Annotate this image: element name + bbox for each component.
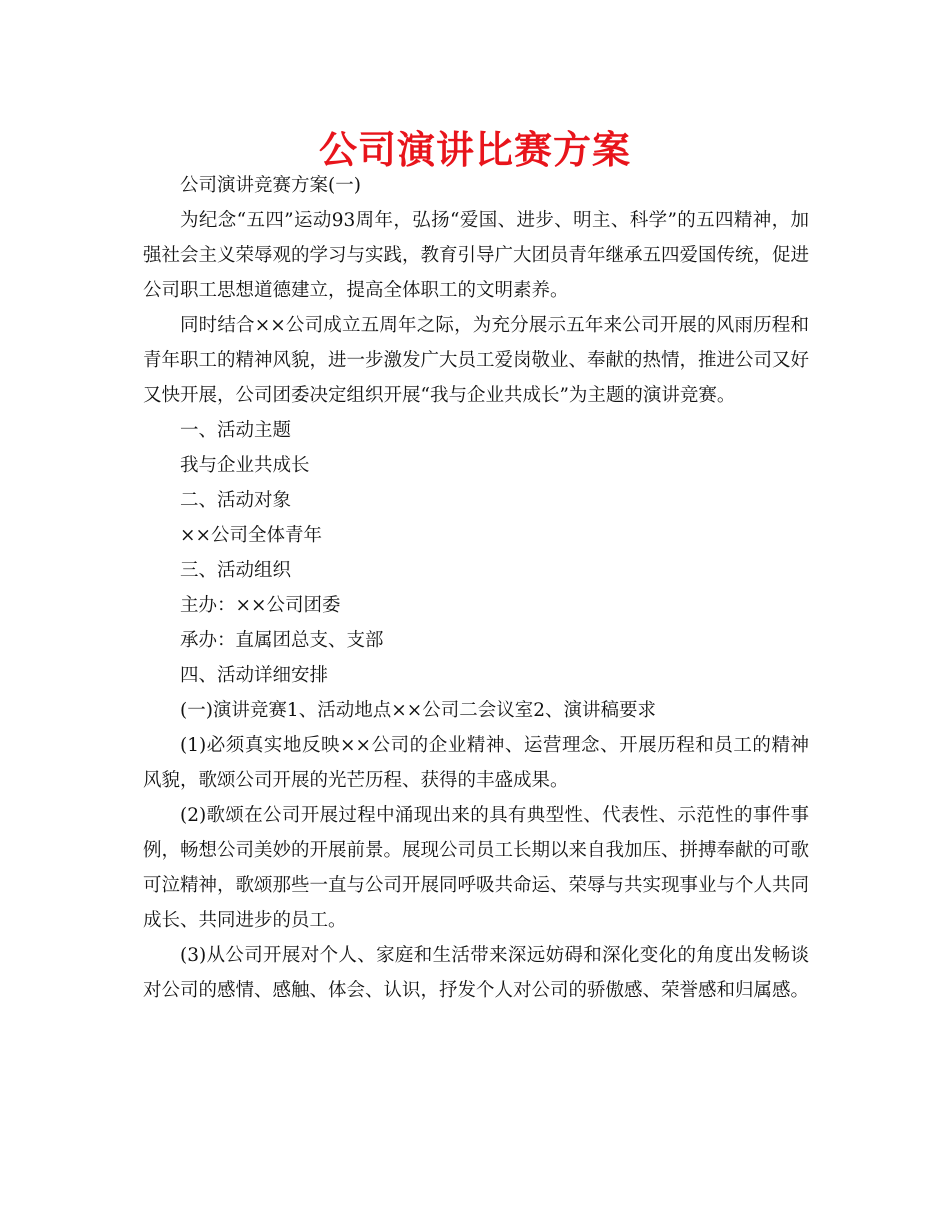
paragraph-background: 同时结合××公司成立五周年之际，为充分展示五年来公司开展的风雨历程和青年职工的精神风貌，进一步激发广大员工爱岗敬业、奉献的热情，推进公司又好又快开展，公司团委决定组织开展“我与企业共成长”为主题的演讲竞赛。 [143, 315, 810, 406]
section-heading-theme: 一、活动主题 [180, 420, 292, 441]
requirement-item-1: (1)必须真实地反映××公司的企业精神、运营理念、开展历程和员工的精神风貌，歌颂公司开展的光芒历程、获得的丰盛成果。 [143, 735, 809, 791]
section-heading-organization: 三、活动组织 [180, 560, 292, 581]
section-heading-audience: 二、活动对象 [180, 490, 292, 511]
document-title: 公司演讲比赛方案 [318, 128, 631, 172]
paragraph-host: 主办：××公司团委 [180, 595, 341, 616]
paragraph-intro: 为纪念“五四”运动93周年，弘扬“爱国、进步、明主、科学”的五四精神，加强社会主义荣辱观的学习与实践，教育引导广大团员青年继承五四爱国传统，促进公司职工思想道德建立，提高全体职工的文明素养。 [143, 210, 810, 301]
paragraph-organizer: 承办：直属团总支、支部 [180, 630, 384, 651]
document-body [143, 168, 809, 1008]
paragraph-audience: ××公司全体青年 [180, 525, 323, 546]
requirement-item-3: (3)从公司开展对个人、家庭和生活带来深远妨碍和深化变化的角度出发畅谈对公司的感情、感触、体会、认识，抒发个人对公司的骄傲感、荣誉感和归属感。 [143, 945, 810, 1001]
paragraph-theme: 我与企业共成长 [180, 455, 310, 476]
requirement-item-2: (2)歌颂在公司开展过程中涌现出来的具有典型性、代表性、示范性的事件事例，畅想公司美妙的开展前景。展现公司员工长期以来自我加压、拼搏奉献的可歌可泣精神，歌颂那些一直与公司开展同呼吸共命运、荣辱与共实现事业与个人共同成长、共同进步的员工。 [143, 805, 810, 931]
section-heading-schedule: 四、活动详细安排 [180, 665, 329, 686]
paragraph-subtitle: 公司演讲竞赛方案(一) [180, 175, 361, 196]
paragraph-contest-details: (一)演讲竞赛1、活动地点××公司二会议室2、演讲稿要求 [180, 700, 656, 721]
